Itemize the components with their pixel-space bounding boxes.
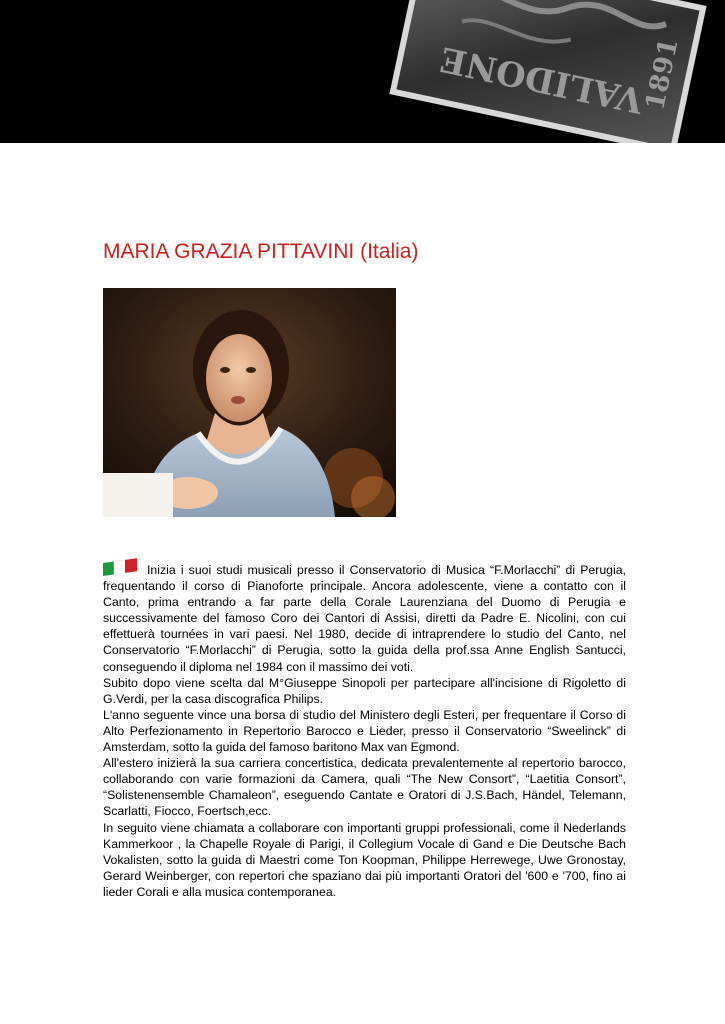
bio-paragraph: All'estero inizierà la sua carriera concertistica, dedicata prevalentemente al repertorio barocco, collaborando con varie formazioni da Camera, quali “The New Consort”, “Laetitia Consort”, “Solistenensemble Chamaleon”, eseguendo Cantate e Oratori di J.S.Bach, Händel, Telemann, Scarlatti, Fiocco, Foertsch,ecc. (103, 756, 626, 819)
plaque-text-2: 1891 (640, 35, 685, 113)
bio-paragraph: L'anno seguente vince una borsa di studio del Ministero degli Esteri, per frequentare il Corso di Alto Perfezionamento in Repertorio Barocco e Lieder, presso il Conservatorio “Sweelinck” di Amsterdam, sotto la guida del famoso baritono Max van Egmond. (103, 707, 626, 755)
bio-paragraph (103, 562, 626, 675)
page-title: MARIA GRAZIA PITTAVINI (Italia) (103, 240, 419, 263)
italian-flag-icon (103, 558, 137, 576)
bio-paragraph-text: Inizia i suoi studi musicali presso il Conservatorio di Musica “F.Morlacchi” di Perugia, frequentando il corso di Pianoforte principale. Ancora adolescente, viene a contatto con il Canto, prima entrando a far parte della Corale Laurenziana del Duomo di Perugia e successivamente del famoso Coro dei Cantori di Assisi, diretti da Padre E. Nicolini, con cui effettuerà tournées in vari paesi. Nel 1980, decide di intraprendere lo studio del Canto, nel Conservatorio “F.Morlacchi” di Perugia, sotto la guida della prof.ssa Anne English Santucci, conseguendo il diploma nel 1984 con il massimo dei voti. (103, 563, 626, 674)
portrait-photo (103, 288, 396, 517)
bronze-plaque-image (385, 0, 712, 143)
bio-paragraph: Subito dopo viene scelta dal M°Giuseppe Sinopoli per partecipare all'incisione di Rigoletto di G.Verdi, per la casa discografica Philips. (103, 675, 626, 706)
biography (103, 562, 626, 900)
bio-paragraph: In seguito viene chiamata a collaborare con importanti gruppi professionali, come il Nederlands Kammerkoor , la Chapelle Royale di Parigi, il Collegium Vocale di Gand e Die Deutsche Bach Vokalisten, sotto la guida di Maestri come Ton Koopman, Philippe Herrewege, Uwe Gronostay, Gerard Weinberger, con repertori che spaziano dai più importanti Oratori del '600 e '700, fino ai lieder Corali e alla musica contemporanea. (103, 820, 626, 899)
plaque-text-1: VALIDONE (436, 38, 647, 121)
header-band (0, 0, 725, 143)
